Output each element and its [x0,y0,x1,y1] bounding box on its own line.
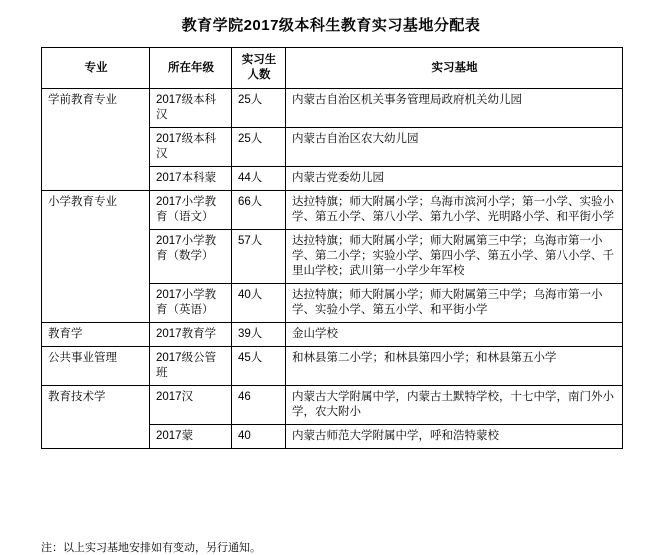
column-header-count-line2: 人数 [247,69,271,81]
cell-base: 内蒙古自治区机关事务管理局政府机关幼儿园 [286,89,623,128]
table-row [42,191,623,230]
column-header-grade: 所在年级 [150,48,232,89]
cell-count: 66人 [232,191,286,230]
table-row [42,89,623,128]
cell-major: 教育学 [42,323,150,347]
cell-count: 57人 [232,230,286,284]
cell-count: 46 [232,386,286,425]
cell-base: 金山学校 [286,323,623,347]
cell-grade: 2017级公管班 [150,347,232,386]
page-title: 教育学院2017级本科生教育实习基地分配表 [181,17,481,34]
cell-base: 达拉特旗；师大附属小学；师大附属第三中学；乌海市第一小学、实验小学、第五小学、和平街小学 [286,284,623,323]
cell-major: 教育技术学 [42,386,150,449]
column-header-count [232,48,286,89]
cell-grade: 2017蒙 [150,425,232,449]
table-header-row [42,48,623,89]
cell-count: 44人 [232,167,286,191]
footer-note [41,541,622,554]
cell-count: 25人 [232,89,286,128]
table-header [42,48,623,89]
cell-grade: 2017小学教育（英语） [150,284,232,323]
cell-grade: 2017级本科汉 [150,128,232,167]
cell-base: 内蒙古师范大学附属中学，呼和浩特蒙校 [286,425,623,449]
cell-count: 25人 [232,128,286,167]
cell-base: 内蒙古大学附属中学，内蒙古土默特学校，十七中学，南门外小学，农大附小 [286,386,623,425]
table-body [42,89,623,449]
cell-count: 45人 [232,347,286,386]
cell-base: 和林县第二小学；和林县第四小学；和林县第五小学 [286,347,623,386]
cell-grade: 2017小学教育（数学） [150,230,232,284]
table-row [42,347,623,386]
column-header-major: 专业 [42,48,150,89]
cell-base: 内蒙古党委幼儿园 [286,167,623,191]
column-header-count-line1: 实习生 [241,54,277,66]
cell-count: 40人 [232,284,286,323]
cell-grade: 2017汉 [150,386,232,425]
cell-major: 公共事业管理 [42,347,150,386]
table-row [42,323,623,347]
cell-count: 39人 [232,323,286,347]
table-row [42,386,623,425]
cell-grade: 2017教育学 [150,323,232,347]
cell-major: 学前教育专业 [42,89,150,191]
cell-grade: 2017级本科汉 [150,89,232,128]
column-header-base: 实习基地 [286,48,623,89]
cell-count: 40 [232,425,286,449]
table-container [0,47,662,449]
footer-note-text: 注：以上实习基地安排如有变动，另行通知。 [41,542,261,554]
cell-grade: 2017小学教育（语文） [150,191,232,230]
cell-base: 内蒙古自治区农大幼儿园 [286,128,623,167]
cell-major: 小学教育专业 [42,191,150,323]
cell-base: 达拉特旗；师大附属小学；乌海市滨河小学；第一小学、实验小学、第五小学、第八小学、第九小学、光明路小学、和平街小学 [286,191,623,230]
internship-assignment-table [41,47,623,449]
cell-base: 达拉特旗；师大附属小学；师大附属第三中学；乌海市第一小学、第二小学；实验小学、第四小学、第五小学、第八小学、千里山学校；武川第一小学少年军校 [286,230,623,284]
cell-grade: 2017本科蒙 [150,167,232,191]
